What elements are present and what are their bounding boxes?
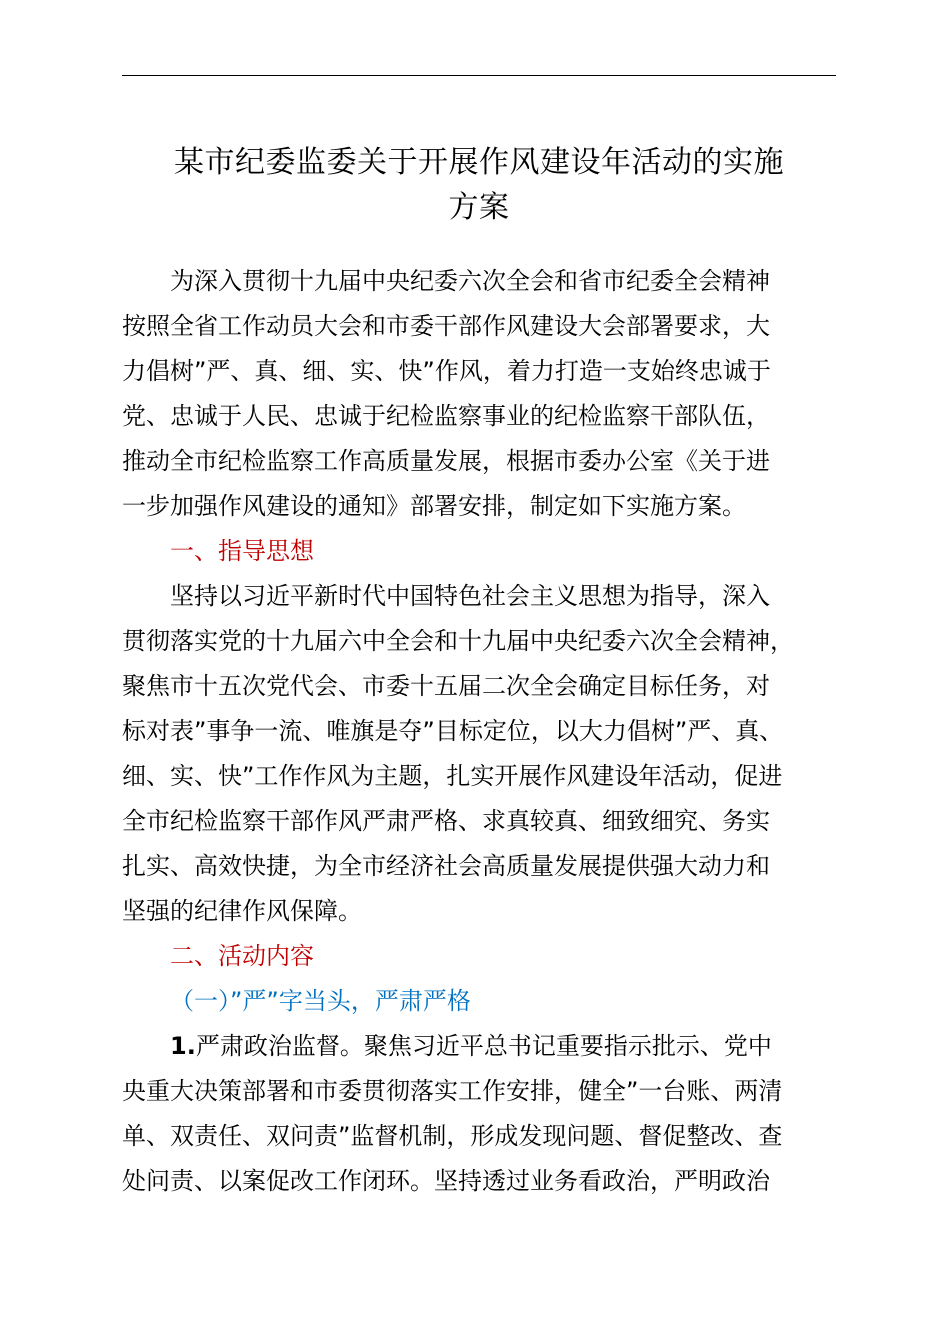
section1-line: 全市纪检监察干部作风严肃严格、求真较真、细致细究、务实	[122, 807, 770, 835]
intro-line: 党、忠诚于人民、忠诚于纪检监察事业的纪检监察干部队伍，	[122, 402, 770, 430]
item1-line: 单、双责任、双问责”监督机制，形成发现问题、督促整改、查	[122, 1122, 783, 1150]
section1-line: 标对表”事争一流、唯旗是夺”目标定位，以大力倡树”严、真、	[122, 717, 784, 745]
item1-line: 处问责、以案促改工作闭环。坚持透过业务看政治，严明政治	[122, 1167, 770, 1195]
document-title	[122, 140, 836, 230]
intro-line: 力倡树”严、真、细、实、快”作风，着力打造一支始终忠诚于	[122, 357, 771, 385]
section1-line: 聚焦市十五次党代会、市委十五届二次全会确定目标任务，对	[122, 672, 770, 700]
section1-line: 细、实、快”工作作风为主题，扎实开展作风建设年活动，促进	[122, 762, 783, 790]
subsection-heading: （一）”严”字当头，严肃严格	[170, 987, 471, 1015]
item1-text: 严肃政治监督。聚焦习近平总书记重要指示批示、党中	[195, 1032, 772, 1060]
header-rule	[122, 75, 836, 76]
item1-line: 央重大决策部署和市委贯彻落实工作安排，健全”一台账、两清	[122, 1077, 783, 1105]
section1-line: 贯彻落实党的十九届六中全会和十九届中央纪委六次全会精神，	[122, 627, 794, 655]
section-heading-activity-content: 二、活动内容	[170, 942, 314, 970]
intro-line: 为深入贯彻十九届中央纪委六次全会和省市纪委全会精神	[170, 267, 770, 295]
item-number: 1.	[170, 1032, 196, 1060]
section-heading-guiding-thought: 一、指导思想	[170, 537, 314, 565]
intro-line: 推动全市纪检监察工作高质量发展，根据市委办公室《关于进	[122, 447, 770, 475]
section1-line: 坚持以习近平新时代中国特色社会主义思想为指导，深入	[170, 582, 770, 610]
intro-line: 一步加强作风建设的通知》部署安排，制定如下实施方案。	[122, 492, 746, 520]
intro-line: 按照全省工作动员大会和市委干部作风建设大会部署要求，大	[122, 312, 770, 340]
section1-line: 扎实、高效快捷，为全市经济社会高质量发展提供强大动力和	[122, 852, 770, 880]
title-line: 方案	[448, 190, 510, 225]
section1-line: 坚强的纪律作风保障。	[122, 897, 362, 925]
title-line: 某市纪委监委关于开展作风建设年活动的实施	[174, 145, 784, 180]
item1-first-line	[170, 1030, 772, 1062]
